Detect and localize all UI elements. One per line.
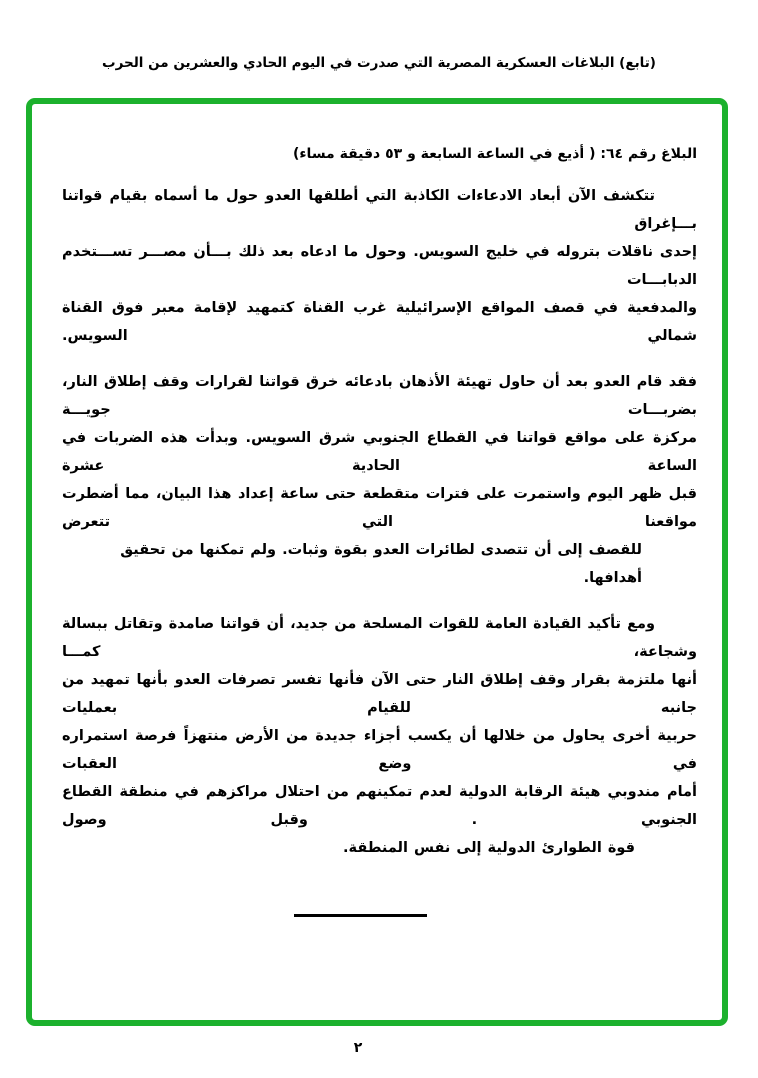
paragraph-3 <box>62 610 697 862</box>
text-line: إحدى ناقلات بتروله في خليج السويس. وحول ما ادعاه بعد ذلك بـــأن مصـــر تســـتخدم الدبابـــات <box>62 244 697 288</box>
page-header-title: (تابع) البلاغات العسكرية المصرية التي صدرت في اليوم الحادي والعشرين من الحرب <box>102 55 656 71</box>
text-line: للقصف إلى أن تتصدى لطائرات العدو بقوة وثبات. ولم تمكنها من تحقيق أهدافها. <box>120 542 642 586</box>
text-line: فقد قام العدو بعد أن حاول تهيئة الأذهان بادعائه خرق قواتنا لقرارات وقف إطلاق النار، بضربـــات جويـــة <box>62 374 697 418</box>
text-line: أنها ملتزمة بقرار وقف إطلاق النار حتى الآن فأنها تفسر تصرفات العدو بأنها تمهيد من جانبه للقيام بعمليات <box>62 672 697 716</box>
paragraph-2 <box>62 368 697 592</box>
text-line: أمام مندوبي هيئة الرقابة الدولية لعدم تمكينهم من احتلال مراكزهم في منطقة القطاع الجنوبي . وقبل وصول <box>62 784 697 828</box>
text-line: والمدفعية في قصف المواقع الإسرائيلية غرب القناة كتمهيد لإقامة معبر فوق القناة شمالي السويس. <box>62 300 697 344</box>
document-frame <box>26 98 728 1026</box>
text-line: تتكشف الآن أبعاد الادعاءات الكاذبة التي أطلقها العدو حول ما أسماه بقيام قواتنا بـــإغراق <box>62 188 697 232</box>
section-divider <box>294 914 427 917</box>
bulletin-heading: البلاغ رقم ٦٤: ( أذيع في الساعة السابعة و ٥٣ دقيقة مساء) <box>293 146 697 162</box>
text-line: قبل ظهر اليوم واستمرت على فترات متقطعة حتى ساعة إعداد هذا البيان، مما أضطرت مواقعنا التي تتعرض <box>62 486 697 530</box>
page-number: ٢ <box>353 1040 363 1056</box>
text-line: قوة الطوارئ الدولية إلى نفس المنطقة. <box>343 840 635 856</box>
document-content <box>32 104 722 917</box>
text-line: مركزة على مواقع قواتنا في القطاع الجنوبي شرق السويس. وبدأت هذه الضربات في الساعة الحادية عشرة <box>62 430 697 474</box>
text-line: حربية أخرى يحاول من خلالها أن يكسب أجزاء جديدة من الأرض منتهزاً فرصة استمراره في وضع العقبات <box>62 728 697 772</box>
text-line: ومع تأكيد القيادة العامة للقوات المسلحة من جديد، أن قواتنا صامدة وتقاتل ببسالة وشجاعة، كمـــا <box>62 616 697 660</box>
paragraph-1 <box>62 182 697 350</box>
